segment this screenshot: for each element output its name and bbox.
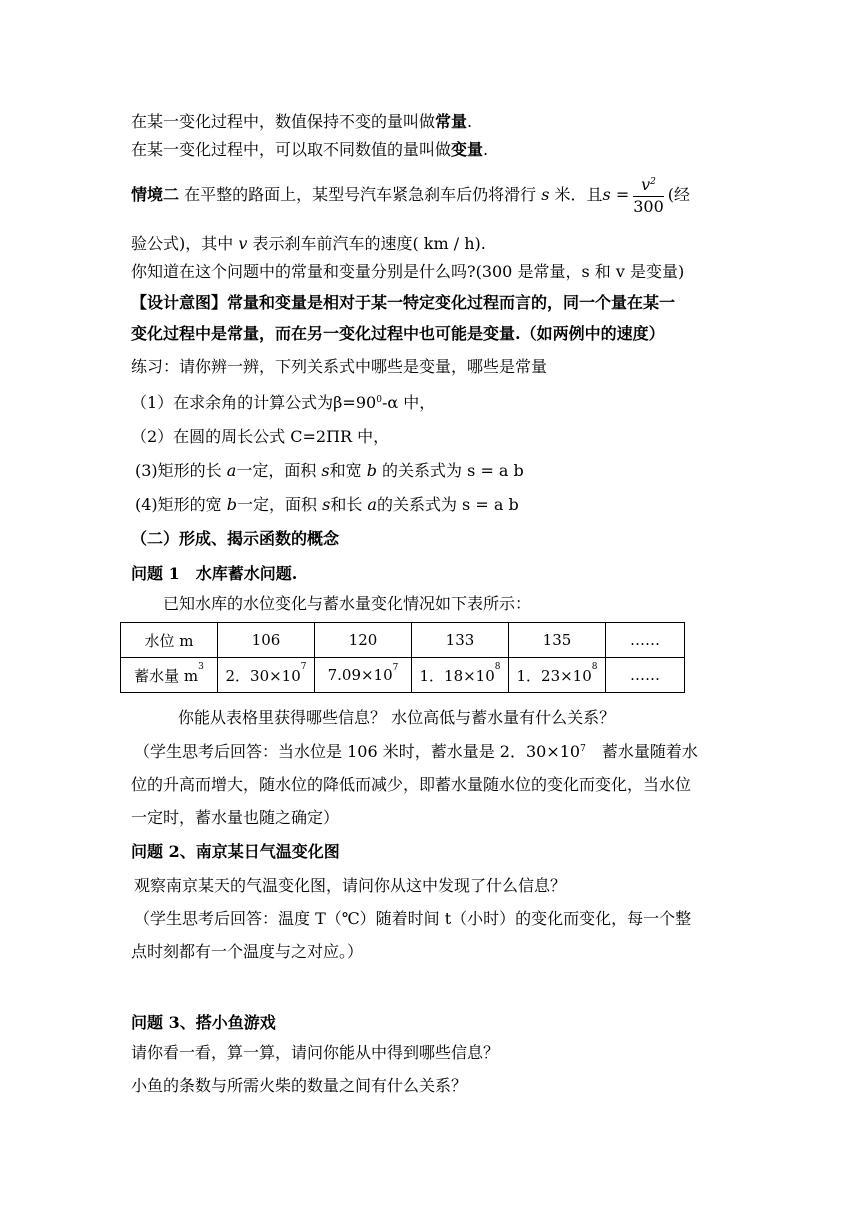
constant-definition xyxy=(131,112,472,132)
item4-b: 一定，面积 xyxy=(237,495,323,514)
exercise-intro: 练习：请你辨一辨，下列关系式中哪些是变量，哪些是常量 xyxy=(131,357,548,376)
section2-heading: （二）形成、揭示函数的概念 xyxy=(131,529,340,548)
item4-var-b: b xyxy=(226,495,238,514)
scenario2-text2: 米．且 xyxy=(549,185,603,204)
table-cell: 106 xyxy=(218,623,315,658)
answer-l1-exponent: 7 xyxy=(580,744,586,754)
table-cell xyxy=(509,658,606,693)
problem1-answer-line1 xyxy=(134,742,698,762)
cell-exponent: 8 xyxy=(494,661,501,672)
cell-value: 1．23×10 xyxy=(516,666,592,685)
problem1-intro: 已知水库的水位变化与蓄水量变化情况如下表所示： xyxy=(163,594,532,613)
answer-l1-b: 蓄水量随着水 xyxy=(585,742,698,761)
table-cell-label: 水位 m xyxy=(121,623,218,658)
table-row xyxy=(121,658,685,693)
table-row xyxy=(121,623,685,658)
item4-var-s: s xyxy=(322,495,331,514)
constant-def-end: . xyxy=(467,112,473,131)
problem2-answer-line1: （学生思考后回答：温度 T（℃）随着时间 t（小时）的变化而变化，每一个整 xyxy=(134,909,692,928)
design-intent-line2: 变化过程中是常量，而在另一变化过程中也可能是变量.（如两例中的速度） xyxy=(131,324,665,343)
design-intent-line1: 【设计意图】常量和变量是相对于某一特定变化过程而言的，同一个量在某一 xyxy=(131,293,676,312)
scenario2-line2-b: 表示刹车前汽车的速度( km / h). xyxy=(247,234,486,253)
answer-l1-a: （学生思考后回答：当水位是 106 米时，蓄水量是 2．30×10 xyxy=(134,742,581,761)
scenario2-question: 你知道在这个问题中的常量和变量分别是什么吗?(300 是常量，s 和 v 是变量) xyxy=(131,262,685,281)
cell-value: 2．30×10 xyxy=(225,666,301,685)
exercise-item-3 xyxy=(135,461,524,481)
item3-var-b: b xyxy=(366,461,377,480)
formula-lhs: s = xyxy=(602,185,630,204)
cell-exponent: 8 xyxy=(591,661,598,672)
problem3-question2: 小鱼的条数与所需火柴的数量之间有什么关系？ xyxy=(131,1076,468,1095)
reservoir-table xyxy=(120,622,685,693)
exercise-item-2: （2）在圆的周长公式 C=2ΠR 中， xyxy=(131,427,390,446)
problem1-answer-line2: 位的升高而增大，随水位的降低而减少，即蓄水量随水位的变化而变化，当水位 xyxy=(131,775,692,794)
variable-term: 变量 xyxy=(451,140,484,159)
item4-var-a: a xyxy=(367,495,377,514)
scenario2-line1 xyxy=(131,170,690,220)
scenario2-text3: (经 xyxy=(667,185,691,204)
formula-fraction xyxy=(633,174,664,217)
scenario2-line2 xyxy=(131,234,486,254)
item3-d: 的关系式为 s = a b xyxy=(376,461,524,480)
item3-c: 和宽 xyxy=(329,461,367,480)
scenario2-label: 情境二 xyxy=(131,185,180,204)
variable-def-text: 在某一变化过程中，可以取不同数值的量叫做 xyxy=(131,140,452,159)
item1-b: -α 中， xyxy=(381,393,436,412)
problem1-answer-line3: 一定时，蓄水量也随之确定） xyxy=(131,808,340,827)
variable-definition xyxy=(131,140,488,160)
exercise-item-4 xyxy=(135,495,519,515)
formula-numerator: v xyxy=(641,175,651,194)
constant-def-text: 在某一变化过程中，数值保持不变的量叫做 xyxy=(131,112,436,131)
item1-a: （1）在求余角的计算公式为β=90 xyxy=(131,393,377,412)
item1-degree: 0 xyxy=(376,395,382,405)
var-s: s xyxy=(541,185,550,204)
problem2-question: 观察南京某天的气温变化图，请问你从这中发现了什么信息？ xyxy=(134,876,567,895)
table-cell xyxy=(606,658,685,693)
var-v: v xyxy=(238,234,248,253)
item3-var-a: a xyxy=(226,461,237,480)
table-cell: 135 xyxy=(509,623,606,658)
table-cell: …… xyxy=(606,623,685,658)
cell-value: …… xyxy=(630,666,660,684)
item4-d: 的关系式为 s = a b xyxy=(376,495,519,514)
cell-exponent: 7 xyxy=(300,661,307,672)
table-cell xyxy=(412,658,509,693)
problem1-question: 你能从表格里获得哪些信息？ 水位高低与蓄水量有什么关系？ xyxy=(178,708,616,727)
problem3-question1: 请你看一看，算一算，请问你能从中得到哪些信息？ xyxy=(131,1043,500,1062)
table-cell: 120 xyxy=(315,623,412,658)
storage-label: 蓄水量 m xyxy=(134,666,199,685)
problem3-title: 问题 3、搭小鱼游戏 xyxy=(131,1013,276,1032)
table-cell-label xyxy=(121,658,218,693)
item4-c: 和长 xyxy=(330,495,368,514)
item4-a: (4)矩形的宽 xyxy=(135,495,227,514)
cell-exponent: 7 xyxy=(392,663,399,673)
cell-value: 1．18×10 xyxy=(419,666,495,685)
table-cell: 133 xyxy=(412,623,509,658)
cell-value: 7.09×10 xyxy=(327,666,393,684)
formula-denominator: 300 xyxy=(633,197,664,216)
table-cell xyxy=(218,658,315,693)
exercise-item-1 xyxy=(131,393,435,413)
scenario2-text: 在平整的路面上，某型号汽车紧急刹车后仍将滑行 xyxy=(179,185,542,204)
formula-exponent: 2 xyxy=(650,177,656,187)
constant-term: 常量 xyxy=(435,112,468,131)
problem1-title: 问题 1 水库蓄水问题. xyxy=(131,564,298,583)
table-cell xyxy=(315,658,412,693)
scenario2-line2-a: 验公式)，其中 xyxy=(131,234,239,253)
item3-b: 一定，面积 xyxy=(236,461,322,480)
problem2-title: 问题 2、南京某日气温变化图 xyxy=(131,842,340,861)
storage-label-exp: 3 xyxy=(198,661,204,672)
item3-a: (3)矩形的长 xyxy=(135,461,227,480)
problem2-answer-line2: 点时刻都有一个温度与之对应。） xyxy=(131,942,364,961)
variable-def-end: . xyxy=(483,140,489,159)
item3-var-s: s xyxy=(321,461,330,480)
